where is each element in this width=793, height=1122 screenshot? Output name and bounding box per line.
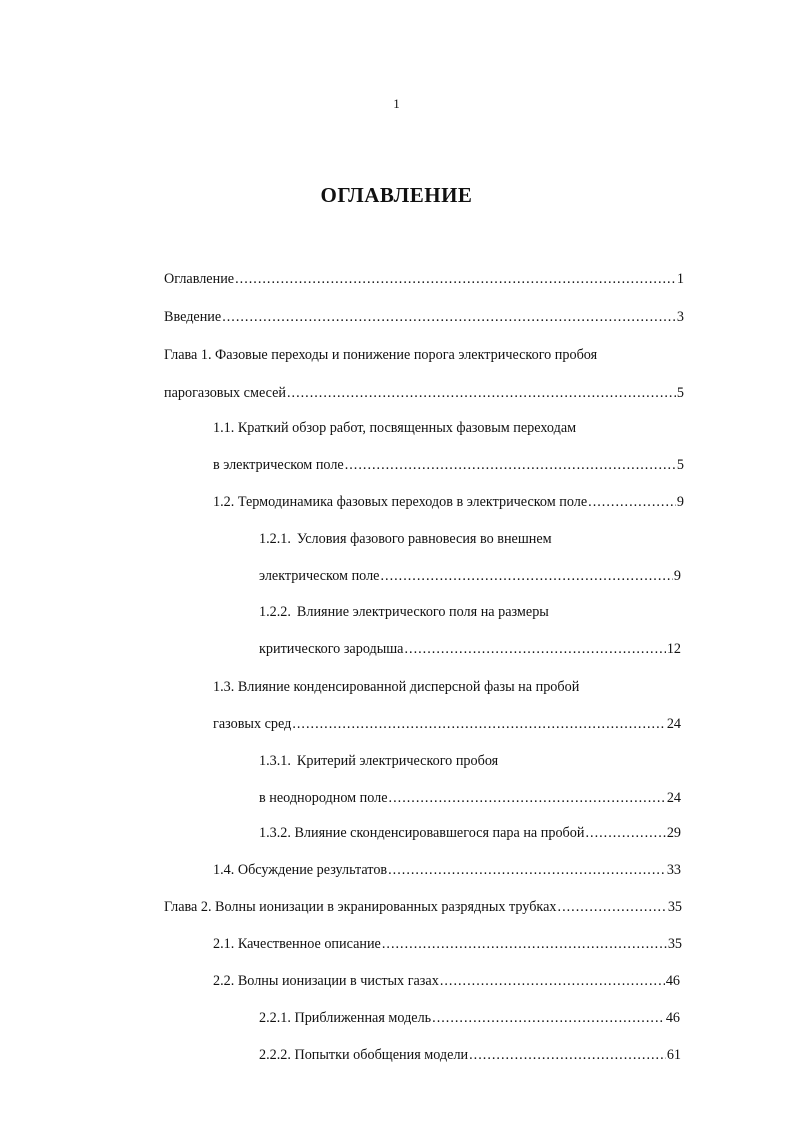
toc-label: 2.2.2. Попытки обобщения модели	[259, 1047, 469, 1063]
toc-page: 35	[667, 936, 682, 952]
toc-label: газовых сред	[213, 716, 292, 732]
toc-entry-ch1-line2[interactable]	[164, 383, 684, 403]
page-title: ОГЛАВЛЕНИЕ	[320, 183, 473, 207]
toc-label: 1.3.2. Влияние сконденсировавшегося пара на пробой	[259, 825, 585, 841]
toc-label: 1.3. Влияние конденсированной дисперсной фазы на пробой	[213, 679, 580, 695]
toc-label: критического зародыша	[259, 641, 404, 657]
leader-dots	[558, 897, 667, 917]
toc-number: 1.3.1.	[259, 753, 291, 769]
leader-dots	[345, 455, 676, 475]
leader-dots	[404, 639, 665, 659]
leader-dots	[388, 860, 666, 880]
toc-label: Оглавление	[164, 271, 235, 287]
toc-entry-1-2-2-line1[interactable]	[259, 602, 681, 622]
leader-dots	[235, 269, 676, 289]
toc-label: в электрическом поле	[213, 457, 344, 473]
leader-dots	[292, 714, 665, 734]
toc-label: 1.2. Термодинамика фазовых переходов в электрическом поле	[213, 494, 588, 510]
toc-label: 2.2. Волны ионизации в чистых газах	[213, 973, 439, 989]
toc-label: Введение	[164, 309, 222, 325]
toc-page: 12	[666, 641, 681, 657]
toc-entry-2-1[interactable]	[213, 934, 682, 954]
toc-entry-1-3-1-line1[interactable]	[259, 751, 681, 771]
leader-dots	[287, 383, 676, 403]
page-number: 1	[393, 96, 400, 111]
toc-entry-1-4[interactable]	[213, 860, 681, 880]
toc-entry-contents[interactable]	[164, 269, 684, 289]
toc-label: Влияние электрического поля на размеры	[296, 604, 549, 620]
toc-entry-ch2[interactable]	[164, 897, 682, 917]
toc-number: 1.2.1.	[259, 531, 291, 547]
toc-entry-1-3-2[interactable]	[259, 823, 681, 843]
toc-label: электрическом поле	[259, 568, 380, 584]
toc-page: 9	[673, 568, 681, 584]
toc-entry-intro[interactable]	[164, 307, 684, 327]
toc-label: Критерий электрического пробоя	[296, 753, 499, 769]
toc-page: 1	[676, 271, 684, 287]
toc-entry-1-1-line2[interactable]	[213, 455, 684, 475]
toc-label: Глава 1. Фазовые переходы и понижение порога электрического пробоя	[164, 347, 598, 363]
leader-dots	[585, 823, 665, 843]
toc-page: 24	[666, 716, 681, 732]
toc-entry-1-3-line2[interactable]	[213, 714, 681, 734]
toc-entry-1-3-1-line2[interactable]	[259, 788, 681, 808]
toc-number: 1.2.2.	[259, 604, 291, 620]
toc-entry-2-2-2[interactable]	[259, 1045, 681, 1065]
toc-entry-2-2[interactable]	[213, 971, 680, 991]
toc-label: в неоднородном поле	[259, 790, 388, 806]
leader-dots	[389, 788, 666, 808]
toc-page: 5	[676, 385, 684, 401]
toc-entry-1-2[interactable]	[213, 492, 684, 512]
toc-label: парогазовых смесей	[164, 385, 286, 401]
toc-entry-ch1-line1[interactable]	[164, 345, 684, 365]
toc-entry-1-2-1-line2[interactable]	[259, 566, 681, 586]
toc-entry-1-1-line1[interactable]	[213, 418, 684, 438]
toc-entry-1-2-2-line2[interactable]	[259, 639, 681, 659]
toc-label: Условия фазового равновесия во внешнем	[296, 531, 552, 547]
toc-label: 1.4. Обсуждение результатов	[213, 862, 388, 878]
leader-dots	[432, 1008, 665, 1028]
leader-dots	[380, 566, 672, 586]
toc-page: 61	[666, 1047, 681, 1063]
leader-dots	[222, 307, 676, 327]
toc-label: 1.1. Краткий обзор работ, посвященных фазовым переходам	[213, 420, 577, 436]
leader-dots	[469, 1045, 666, 1065]
toc-entry-1-3-line1[interactable]	[213, 677, 681, 697]
toc-page: 3	[676, 309, 684, 325]
toc-page: 5	[676, 457, 684, 473]
toc-label: 2.2.1. Приближенная модель	[259, 1010, 432, 1026]
toc-page: 33	[666, 862, 681, 878]
toc-entry-1-2-1-line1[interactable]	[259, 529, 681, 549]
toc-page: 24	[666, 790, 681, 806]
toc-label: 2.1. Качественное описание	[213, 936, 381, 952]
toc-page: 46	[665, 1010, 680, 1026]
toc-page: 35	[667, 899, 682, 915]
leader-dots	[382, 934, 667, 954]
toc-page: 46	[665, 973, 680, 989]
leader-dots	[440, 971, 665, 991]
toc-page: 9	[676, 494, 684, 510]
toc-label: Глава 2. Волны ионизации в экранированных разрядных трубках	[164, 899, 557, 915]
toc-entry-2-2-1[interactable]	[259, 1008, 680, 1028]
leader-dots	[588, 492, 676, 512]
toc-page: 29	[666, 825, 681, 841]
